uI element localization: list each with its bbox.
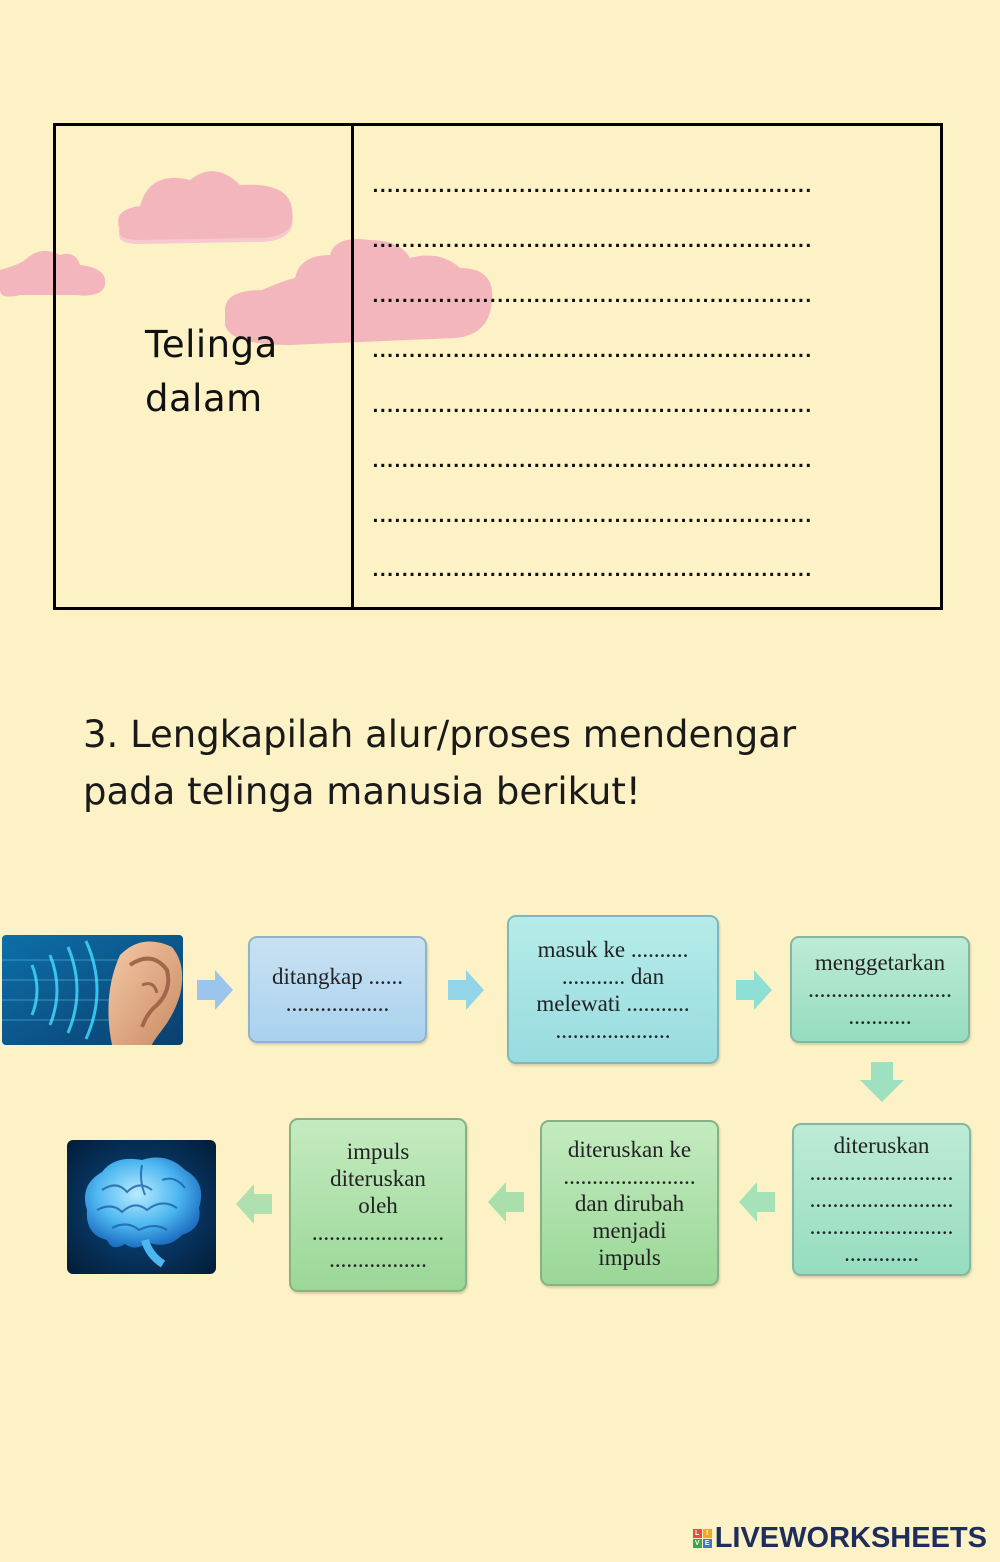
- arrow-down-icon: [860, 1062, 904, 1102]
- flow-box-6[interactable]: [289, 1118, 467, 1292]
- brand-name: LIVEWORKSHEETS: [714, 1522, 987, 1554]
- arrow-left-icon: [235, 1184, 273, 1224]
- arrow-left-icon: [487, 1182, 525, 1222]
- flow-box-5[interactable]: [540, 1120, 719, 1286]
- flow-box-6-line4: .......................: [311, 1219, 445, 1245]
- flow-box-6-line5: .................: [329, 1246, 427, 1272]
- flow-box-6-line1: impuls: [346, 1138, 410, 1164]
- question-line2: pada telinga manusia berikut!: [83, 770, 641, 813]
- flow-box-5-line1: diteruskan ke: [567, 1136, 692, 1162]
- answer-line-8[interactable]: ............................................................: [370, 560, 811, 581]
- arrow-right-icon: [735, 970, 773, 1010]
- flow-box-3-line2: .........................: [808, 977, 952, 1002]
- answer-line-3[interactable]: ............................................................: [370, 286, 811, 307]
- answer-line-1[interactable]: ............................................................: [370, 176, 811, 197]
- row-label-line2: dalam: [145, 377, 263, 420]
- row-label-line1: Telinga: [145, 323, 278, 366]
- flow-box-5-line2: .......................: [563, 1163, 696, 1189]
- flow-box-5-line4: menjadi: [592, 1217, 667, 1243]
- row-label: [145, 318, 278, 426]
- answer-line-7[interactable]: ............................................................: [370, 506, 811, 527]
- flow-box-2-line4: ....................: [555, 1017, 671, 1043]
- ear-sound-image: [2, 935, 183, 1045]
- table-divider: [351, 123, 354, 610]
- flow-box-4-line1: diteruskan: [833, 1133, 930, 1158]
- answer-line-5[interactable]: ............................................................: [370, 396, 811, 417]
- flow-box-4-line3: .........................: [809, 1187, 954, 1212]
- arrow-left-icon: [738, 1182, 776, 1222]
- flow-box-3-line1: menggetarkan: [814, 950, 946, 975]
- flow-box-2-line2: ........... dan: [561, 963, 665, 989]
- answer-line-6[interactable]: ............................................................: [370, 451, 811, 472]
- flow-box-1[interactable]: [248, 936, 427, 1043]
- flow-box-5-line3: dan dirubah: [574, 1190, 685, 1216]
- liveworksheets-logo-icon: L I V E: [693, 1529, 712, 1548]
- flow-box-2-line3: melewati ...........: [536, 990, 690, 1016]
- flow-box-4[interactable]: [792, 1123, 971, 1276]
- question-text: [83, 706, 943, 820]
- arrow-right-icon: [446, 970, 486, 1010]
- question-line1: 3. Lengkapilah alur/proses mendengar: [83, 713, 797, 756]
- flow-box-3-line3: ...........: [848, 1004, 912, 1029]
- flow-box-5-line5: impuls: [598, 1244, 661, 1270]
- flow-box-4-line2: .........................: [809, 1160, 954, 1185]
- answer-line-4[interactable]: ............................................................: [370, 341, 811, 362]
- flow-box-2-line1: masuk ke ..........: [537, 936, 689, 962]
- flow-box-4-line4: .........................: [809, 1214, 954, 1239]
- flow-box-1-line2: ..................: [285, 990, 390, 1016]
- flow-box-3[interactable]: [790, 936, 970, 1043]
- flow-box-6-line2: diteruskan: [330, 1165, 426, 1191]
- flow-box-6-line3: oleh: [358, 1192, 398, 1218]
- flow-box-4-line5: .............: [844, 1241, 919, 1266]
- liveworksheets-logo: [693, 1522, 987, 1555]
- answer-line-2[interactable]: ............................................................: [370, 231, 811, 252]
- arrow-right-icon: [197, 970, 233, 1010]
- flow-box-2[interactable]: [507, 915, 719, 1064]
- brain-image: [67, 1140, 216, 1274]
- flow-box-1-line1: ditangkap ......: [272, 963, 403, 989]
